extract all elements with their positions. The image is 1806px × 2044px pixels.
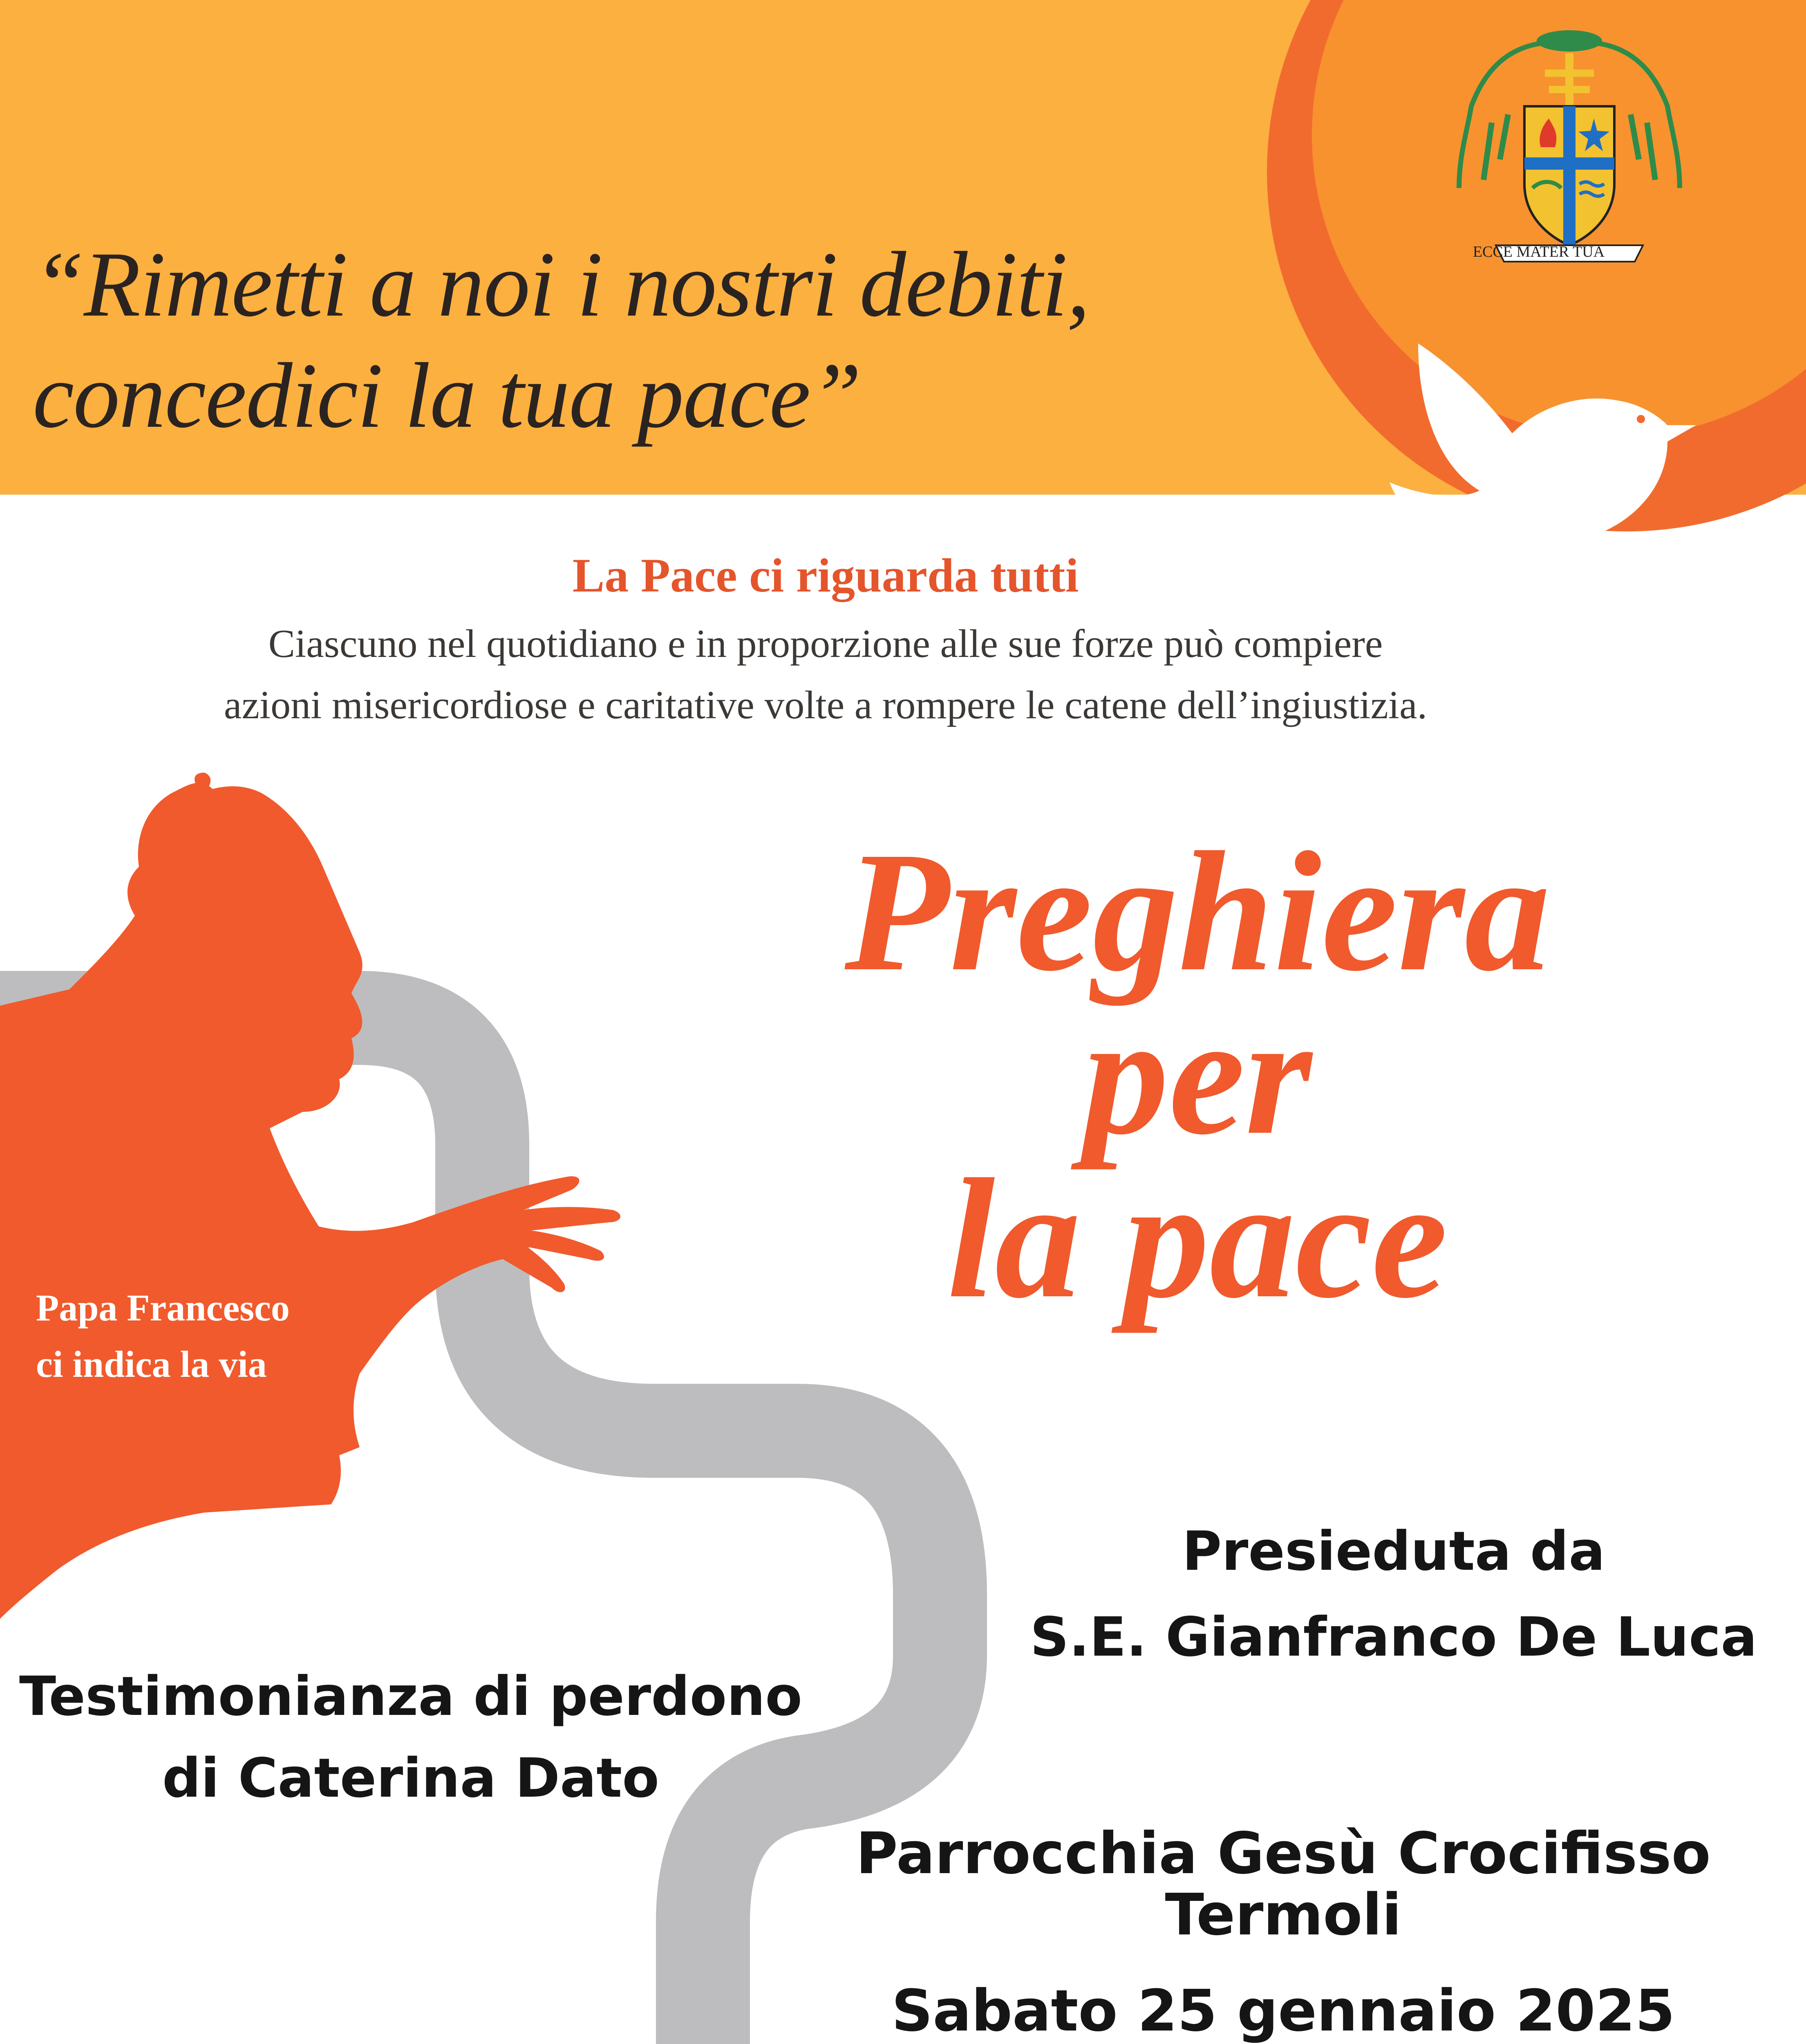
main-title: [768, 816, 1627, 1334]
pope-caption-line-2: ci indica la via: [36, 1343, 267, 1385]
testimony-line-1: Testimonianza di perdono: [19, 1665, 802, 1728]
main-title-line-2: per: [1083, 980, 1312, 1170]
intro-description: [0, 613, 1651, 736]
event-date: Sabato 25 gennaio 2025: [891, 1978, 1675, 2044]
testimony: [0, 1656, 821, 1819]
event-details: [830, 1820, 1737, 2044]
header-quote: [33, 229, 1259, 451]
pope-cap-icon: [195, 773, 210, 787]
presided-by-name: S.E. Gianfranco De Luca: [1030, 1606, 1757, 1669]
testimony-line-2: di Caterina Dato: [162, 1747, 660, 1810]
pope-silhouette-icon: [0, 783, 620, 1619]
intro-description-line-2: azioni misericordiose e caritative volte a rompere le catene dell’ingiustizia.: [224, 683, 1428, 727]
presided-by-label: Presieduta da: [1182, 1520, 1605, 1583]
header-quote-line-1: “Rimetti a noi i nostri debiti,: [33, 233, 1090, 336]
presided-by: [1005, 1508, 1782, 1680]
main-title-line-3: la pace: [947, 1143, 1448, 1334]
pope-caption: [36, 1280, 290, 1392]
pope-caption-line-1: Papa Francesco: [36, 1287, 290, 1329]
dove-eye-icon: [1637, 415, 1645, 423]
intro-subtitle: La Pace ci riguarda tutti: [572, 549, 1079, 602]
header-quote-line-2: concedici la tua pace”: [33, 344, 861, 447]
main-title-line-1: Preghiera: [844, 816, 1551, 1006]
event-parish: Parrocchia Gesù Crocifisso: [856, 1820, 1711, 1887]
event-city: Termoli: [1165, 1882, 1402, 1948]
coat-of-arms-motto: ECCE MATER TUA: [1473, 243, 1605, 260]
intro-description-line-1: Ciascuno nel quotidiano e in proporzione alle sue forze può compiere: [268, 622, 1383, 666]
